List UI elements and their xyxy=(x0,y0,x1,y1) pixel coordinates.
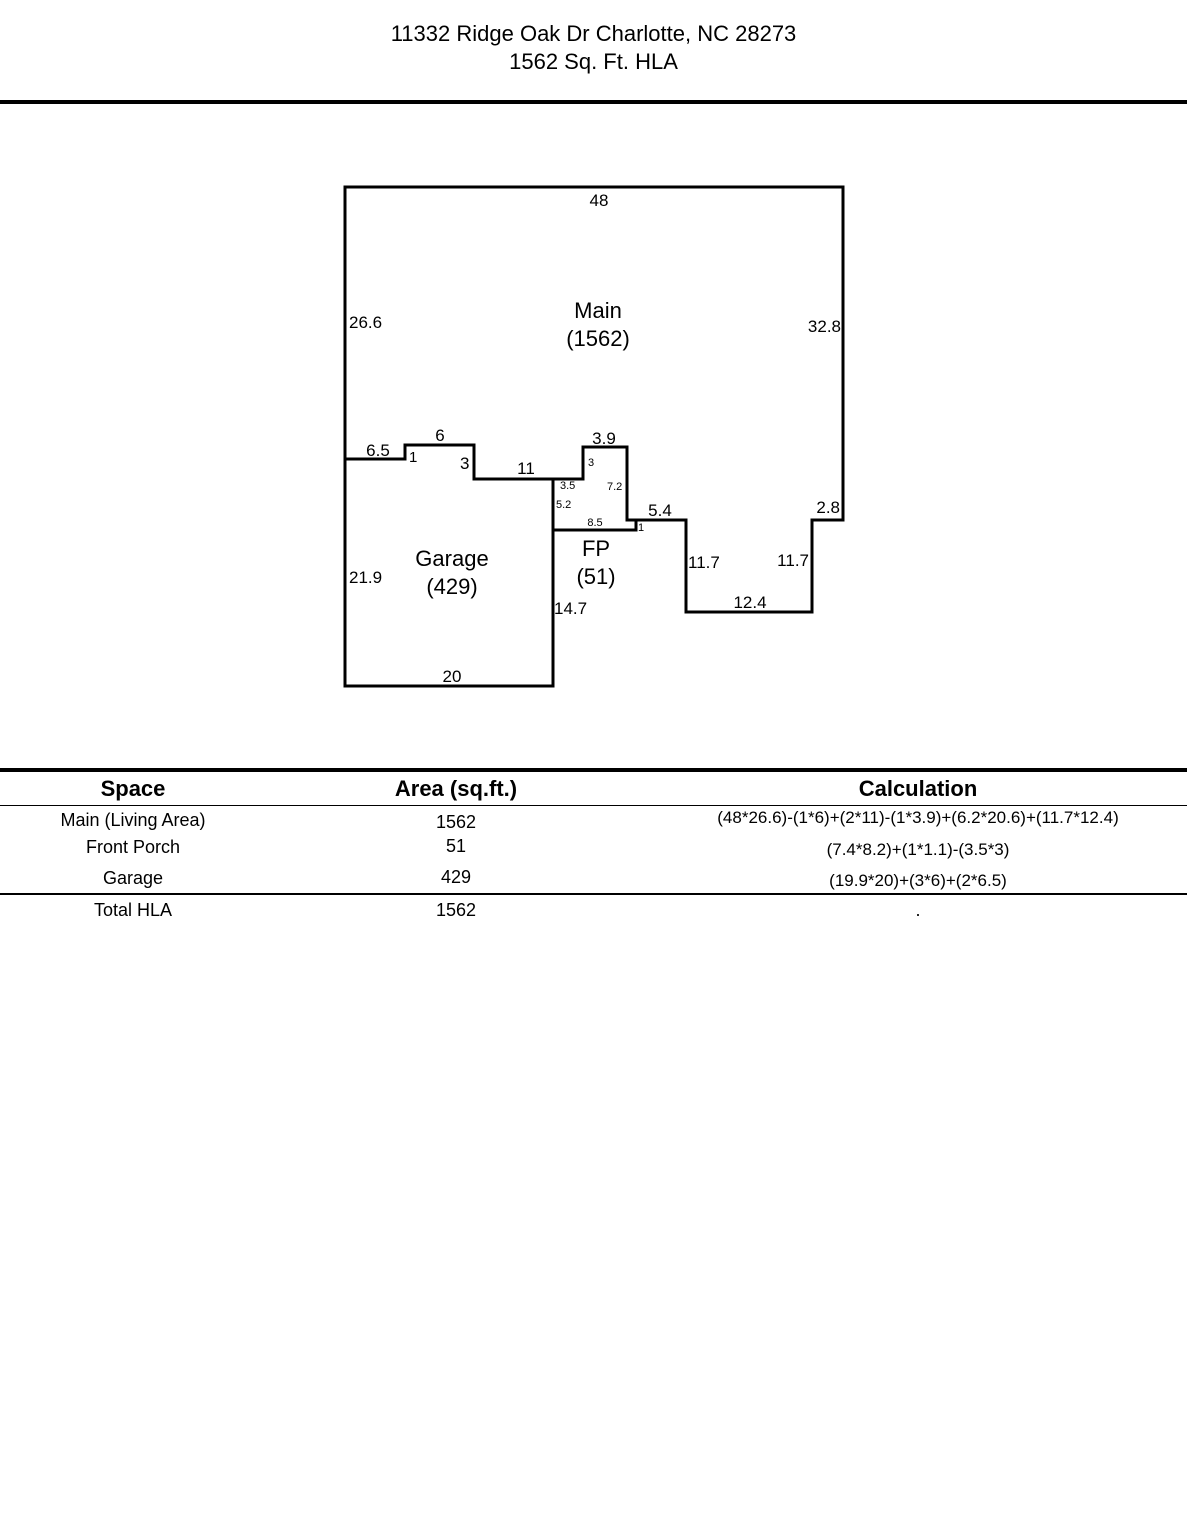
dim-label: 5.4 xyxy=(648,501,672,520)
fp-area-value: (51) xyxy=(576,564,616,589)
table-row xyxy=(0,837,1187,861)
dim-label: 2.8 xyxy=(816,498,840,517)
dim-label: 6 xyxy=(435,426,445,445)
address-title: 11332 Ridge Oak Dr Charlotte, NC 28273 xyxy=(390,21,797,46)
fp-area-name: FP xyxy=(581,536,611,561)
dim-label: 3.9 xyxy=(592,429,616,448)
header-space: Space xyxy=(100,776,166,801)
dim-label: 3 xyxy=(460,454,470,473)
main-area-name: Main xyxy=(574,298,622,323)
dim-label: 48 xyxy=(589,191,609,210)
header-area: Area (sq.ft.) xyxy=(394,776,518,801)
dim-label: 11.7 xyxy=(688,553,720,572)
row-area: 51 xyxy=(445,836,467,856)
dim-label: 6.5 xyxy=(366,441,390,460)
row-area: 1562 xyxy=(435,812,477,832)
dim-label: 1 xyxy=(409,449,418,466)
dim-label: 11.7 xyxy=(777,551,809,570)
dim-label: 7.2 xyxy=(607,481,623,493)
dim-label: 3.5 xyxy=(560,480,576,492)
main-area-value: (1562) xyxy=(566,326,630,351)
dim-label: 5.2 xyxy=(556,499,572,511)
row-space: Main (Living Area) xyxy=(60,810,206,830)
floor-plan-sketch xyxy=(0,0,1187,760)
dim-label: 11 xyxy=(517,459,535,478)
dim-label: 20 xyxy=(442,667,462,686)
dim-label: 12.4 xyxy=(733,593,767,612)
row-calc: (48*26.6)-(1*6)+(2*11)-(1*3.9)+(6.2*20.6)+(11.7*12.4) xyxy=(717,808,1119,827)
row-calc: (19.9*20)+(3*6)+(2*6.5) xyxy=(829,871,1007,890)
dim-label: 3 xyxy=(588,457,595,469)
dim-label: 32.8 xyxy=(807,317,841,336)
row-space: Front Porch xyxy=(85,837,181,857)
dim-label: 1 xyxy=(638,522,645,534)
dim-label: 21.9 xyxy=(349,568,383,587)
row-space: Garage xyxy=(102,868,164,888)
total-calc: . xyxy=(915,900,921,920)
table-header-rule xyxy=(0,805,1187,806)
garage-area-value: (429) xyxy=(426,574,478,599)
table-row xyxy=(0,868,1187,892)
table-total-row xyxy=(0,900,1187,924)
row-area: 429 xyxy=(440,867,472,887)
table-row xyxy=(0,810,1187,834)
total-space: Total HLA xyxy=(93,900,173,920)
dim-label: 26.6 xyxy=(349,313,383,332)
header-calculation: Calculation xyxy=(858,776,978,801)
garage-area-name: Garage xyxy=(415,546,489,571)
table-total-rule xyxy=(0,893,1187,895)
total-area: 1562 xyxy=(435,900,477,920)
table-header-row xyxy=(0,772,1187,804)
dim-label: 8.5 xyxy=(587,517,603,529)
dim-label: 14.7 xyxy=(554,599,588,618)
hla-subtitle: 1562 Sq. Ft. HLA xyxy=(509,49,678,74)
row-calc: (7.4*8.2)+(1*1.1)-(3.5*3) xyxy=(826,840,1010,859)
